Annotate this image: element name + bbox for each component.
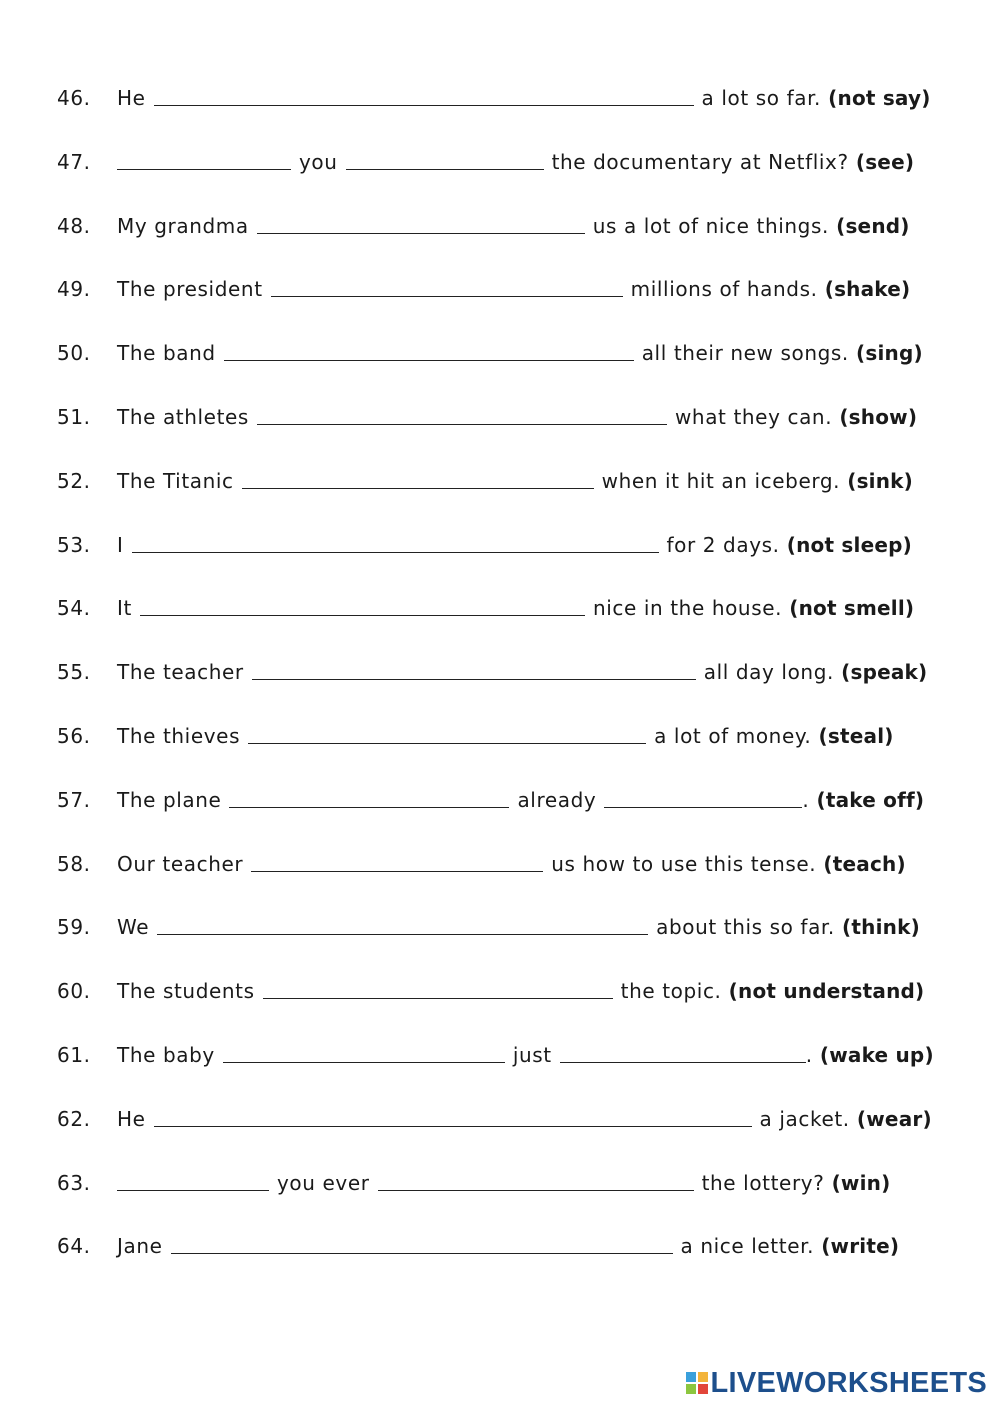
exercise-row <box>57 788 957 820</box>
answer-blank[interactable] <box>223 1061 505 1063</box>
verb-hint: (take off) <box>809 787 925 812</box>
sentence-text: . <box>805 1043 813 1067</box>
answer-blank[interactable] <box>251 870 543 872</box>
answer-blank[interactable] <box>132 551 659 553</box>
exercise-row <box>57 150 957 182</box>
sentence-text: The Titanic <box>117 468 234 493</box>
exercise-number: 47. <box>57 149 91 174</box>
sentence-text: all day long. <box>703 660 834 685</box>
answer-blank[interactable] <box>257 232 585 234</box>
exercise-row <box>57 469 957 501</box>
exercise-row <box>57 405 957 437</box>
answer-blank[interactable] <box>171 1252 673 1254</box>
verb-hint: (show) <box>832 405 918 429</box>
verb-hint: (wear) <box>849 1106 932 1131</box>
sentence-text: Jane <box>117 1234 163 1259</box>
exercise-row <box>57 1043 957 1075</box>
sentence-text: The plane <box>117 787 222 812</box>
sentence-text: a lot of money. <box>654 724 812 748</box>
sentence-text: what they can. <box>674 405 833 429</box>
sentence-text: just <box>512 1043 552 1067</box>
exercise-row <box>57 1234 957 1266</box>
answer-blank[interactable] <box>117 1189 269 1191</box>
answer-blank[interactable] <box>257 423 667 425</box>
sentence-text: Our teacher <box>117 851 244 876</box>
exercise-number: 46. <box>57 86 91 110</box>
answer-blank[interactable] <box>154 104 694 106</box>
verb-hint: (wake up) <box>812 1043 934 1067</box>
sentence-text: a nice letter. <box>680 1234 815 1259</box>
sentence-text: We <box>117 915 150 940</box>
sentence-text: . <box>802 787 810 812</box>
answer-blank[interactable] <box>248 742 646 744</box>
sentence-text: us how to use this tense. <box>551 851 817 876</box>
sentence-text: already <box>517 787 597 812</box>
answer-blank[interactable] <box>154 1125 752 1127</box>
answer-blank[interactable] <box>140 614 585 616</box>
exercise-number: 63. <box>57 1170 91 1195</box>
exercise-row <box>57 596 957 628</box>
answer-blank[interactable] <box>229 806 509 808</box>
answer-blank[interactable] <box>263 997 613 999</box>
answer-blank[interactable] <box>252 678 696 680</box>
sentence-text: a lot so far. <box>701 86 822 110</box>
exercise-number: 53. <box>57 532 91 557</box>
sentence-text: when it hit an iceberg. <box>601 468 841 493</box>
verb-hint: (speak) <box>833 660 928 685</box>
sentence-text: all their new songs. <box>641 341 849 366</box>
sentence-text: The president <box>117 277 263 302</box>
sentence-text: The baby <box>117 1043 215 1067</box>
liveworksheets-logo-text: LIVEWORKSHEETS <box>710 1366 987 1399</box>
verb-hint: (steal) <box>811 724 894 748</box>
exercise-number: 51. <box>57 405 91 429</box>
sentence-text: us a lot of nice things. <box>592 213 829 238</box>
exercise-number: 64. <box>57 1234 91 1259</box>
exercise-number: 54. <box>57 596 91 621</box>
exercise-row <box>57 1171 957 1203</box>
exercise-row <box>57 1107 957 1139</box>
sentence-text: The athletes <box>117 405 249 429</box>
exercise-number: 55. <box>57 660 91 685</box>
sentence-text: He <box>117 86 146 110</box>
sentence-text: millions of hands. <box>630 277 818 302</box>
sentence-text: He <box>117 1106 146 1131</box>
answer-blank[interactable] <box>117 168 291 170</box>
sentence-text: I <box>117 532 124 557</box>
exercise-number: 59. <box>57 915 91 940</box>
exercise-number: 57. <box>57 787 91 812</box>
exercise-row <box>57 724 957 756</box>
sentence-text: the documentary at Netflix? <box>551 149 849 174</box>
verb-hint: (sing) <box>848 341 923 366</box>
sentence-text: about this so far. <box>656 915 835 940</box>
exercise-row <box>57 979 957 1011</box>
sentence-text: you ever <box>277 1170 370 1195</box>
answer-blank[interactable] <box>604 806 802 808</box>
verb-hint: (not sleep) <box>779 532 912 557</box>
exercise-row <box>57 214 957 246</box>
verb-hint: (write) <box>814 1234 900 1259</box>
exercise-number: 62. <box>57 1106 91 1131</box>
exercise-number: 50. <box>57 341 91 366</box>
sentence-text: My grandma <box>117 213 249 238</box>
exercise-row <box>57 852 957 884</box>
verb-hint: (think) <box>834 915 920 940</box>
verb-hint: (teach) <box>816 851 906 876</box>
exercise-number: 56. <box>57 724 91 748</box>
sentence-text: The band <box>117 341 216 366</box>
answer-blank[interactable] <box>157 933 648 935</box>
sentence-text: It <box>117 596 132 621</box>
sentence-text: a jacket. <box>759 1106 850 1131</box>
exercise-row <box>57 341 957 373</box>
sentence-text: you <box>299 149 338 174</box>
sentence-text: The students <box>117 979 255 1004</box>
exercise-row <box>57 277 957 309</box>
verb-hint: (win) <box>824 1170 891 1195</box>
verb-hint: (shake) <box>817 277 911 302</box>
exercise-row <box>57 86 957 118</box>
sentence-text: nice in the house. <box>592 596 783 621</box>
answer-blank[interactable] <box>224 359 634 361</box>
exercise-number: 49. <box>57 277 91 302</box>
answer-blank[interactable] <box>242 487 594 489</box>
answer-blank[interactable] <box>346 168 544 170</box>
verb-hint: (not say) <box>821 86 931 110</box>
verb-hint: (send) <box>828 213 910 238</box>
exercise-number: 58. <box>57 851 91 876</box>
verb-hint: (sink) <box>840 468 914 493</box>
verb-hint: (not smell) <box>782 596 915 621</box>
verb-hint: (see) <box>848 149 915 174</box>
sentence-text: The thieves <box>117 724 241 748</box>
answer-blank[interactable] <box>378 1189 694 1191</box>
exercise-number: 60. <box>57 979 91 1004</box>
exercise-number: 52. <box>57 468 91 493</box>
sentence-text: The teacher <box>117 660 244 685</box>
liveworksheets-badge-icon <box>686 1372 708 1394</box>
exercise-row <box>57 533 957 565</box>
exercise-number: 48. <box>57 213 91 238</box>
sentence-text: the topic. <box>620 979 722 1004</box>
sentence-text: for 2 days. <box>666 532 780 557</box>
liveworksheets-logo <box>686 1363 988 1403</box>
exercise-row <box>57 915 957 947</box>
answer-blank[interactable] <box>271 295 623 297</box>
exercise-number: 61. <box>57 1043 91 1067</box>
exercise-row <box>57 660 957 692</box>
answer-blank[interactable] <box>560 1061 806 1063</box>
sentence-text: the lottery? <box>701 1170 825 1195</box>
verb-hint: (not understand) <box>721 979 925 1004</box>
